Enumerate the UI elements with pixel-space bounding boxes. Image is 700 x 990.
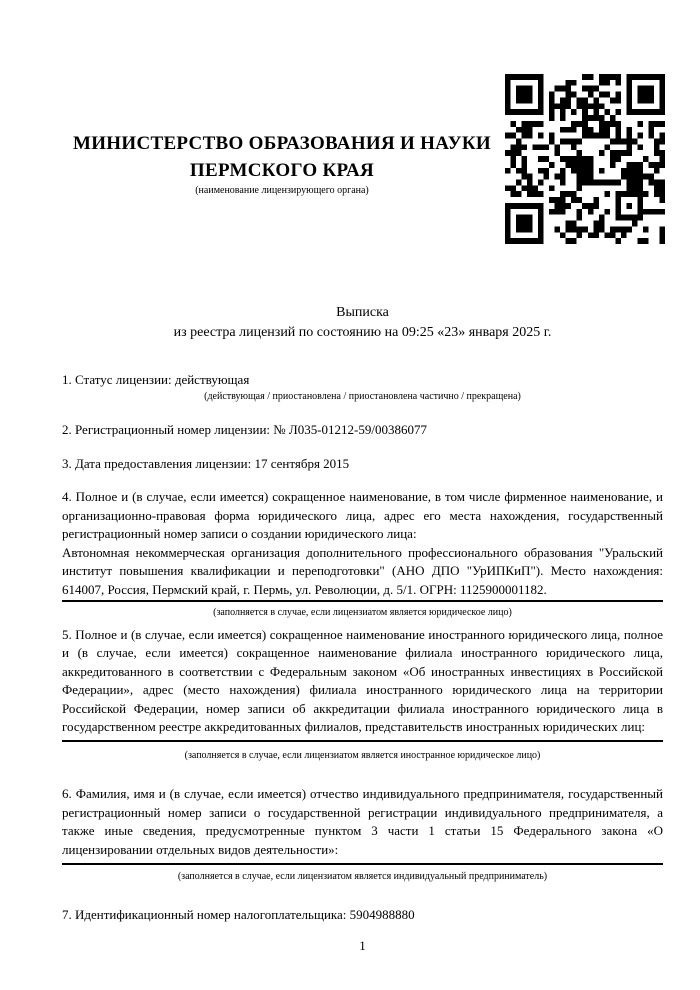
item-6-individual-entrepreneur: 6. Фамилия, имя и (в случае, если имеется) отчество индивидуального предпринимателя, государственный регистрационный номер записи о государственной регистрации индивидуального предпринимателя, а также иные сведения, предусмотренные пунктом 3 части 1 статьи 15 Федерального закона «О лицензировании отдельных видов деятельности»: — [62, 786, 663, 857]
licensing-authority-caption: (наименование лицензирующего органа) — [195, 185, 369, 196]
item-3-grant-date: 3. Дата предоставления лицензии: 17 сентября 2015 — [62, 455, 350, 471]
item-4-label: 4. Полное и (в случае, если имеется) сокращенное наименование, в том числе фирменное наименование, и организационно-правовая форма юридического лица, адрес его места нахождения, государственный регистрационный номер записи о создании юридического лица: — [62, 489, 663, 541]
ministry-name-line2: ПЕРМСКОГО КРАЯ — [189, 160, 375, 181]
item-7-taxpayer-number: 7. Идентификационный номер налогоплательщика: 5904988880 — [62, 906, 415, 922]
item-5-footnote: (заполняется в случае, если лицензиатом является иностранное юридическое лицо) — [184, 749, 541, 761]
document-content — [62, 0, 663, 955]
item-6-footnote: (заполняется в случае, если лицензиатом является индивидуальный предприниматель) — [177, 871, 548, 882]
licensing-authority-block — [62, 130, 502, 197]
item-4-fill-line — [62, 600, 663, 602]
item-4-value: Автономная некоммерческая организация дополнительного профессионального образования "Уральский институт повышения квалификации и переподготовки" (АНО ДПО "УрИПКиП"). Место нахождения: 614007, Россия, Пермский край, г. Пермь, ул. Революции, д. 5/1. ОГРН: 1125900001182. — [62, 544, 663, 597]
page-number: 1 — [359, 938, 366, 953]
item-1-footnote: (действующая / приостановлена / приостановлена частично / прекращена) — [204, 390, 521, 402]
item-1-license-status: 1. Статус лицензии: действующая — [62, 372, 250, 387]
item-4-footnote: (заполняется в случае, если лицензиатом является юридическое лицо) — [213, 607, 512, 618]
item-2-registration-number: 2. Регистрационный номер лицензии: № Л035-01212-59/00386077 — [62, 422, 428, 437]
item-5-fill-line — [62, 740, 663, 742]
item-5-foreign-entity: 5. Полное и (в случае, если имеется) сокращенное наименование иностранного юридического лица, полное и (в случае, если имеется) сокращенное наименование филиала иностранного юридического лица, аккредитованного в соответствии с Федеральным законом «Об иностранных инвестициях в Российской Федерации», адрес (место нахождения) филиала иностранного юридического лица на территории Российской Федерации, номер записи об аккредитации филиала иностранного юридического лица в государственном реестре аккредитованных филиалов, представительств иностранных юридических лиц: — [62, 626, 663, 734]
document-title-block — [62, 303, 663, 343]
item-6-fill-line — [62, 863, 663, 865]
document-subtitle: из реестра лицензий по состоянию на 09:25 «23» января 2025 г. — [173, 325, 552, 340]
document-title: Выписка — [336, 305, 389, 320]
item-4-legal-entity — [62, 488, 663, 544]
ministry-name-line1: МИНИСТЕРСТВО ОБРАЗОВАНИЯ И НАУКИ — [72, 133, 492, 154]
